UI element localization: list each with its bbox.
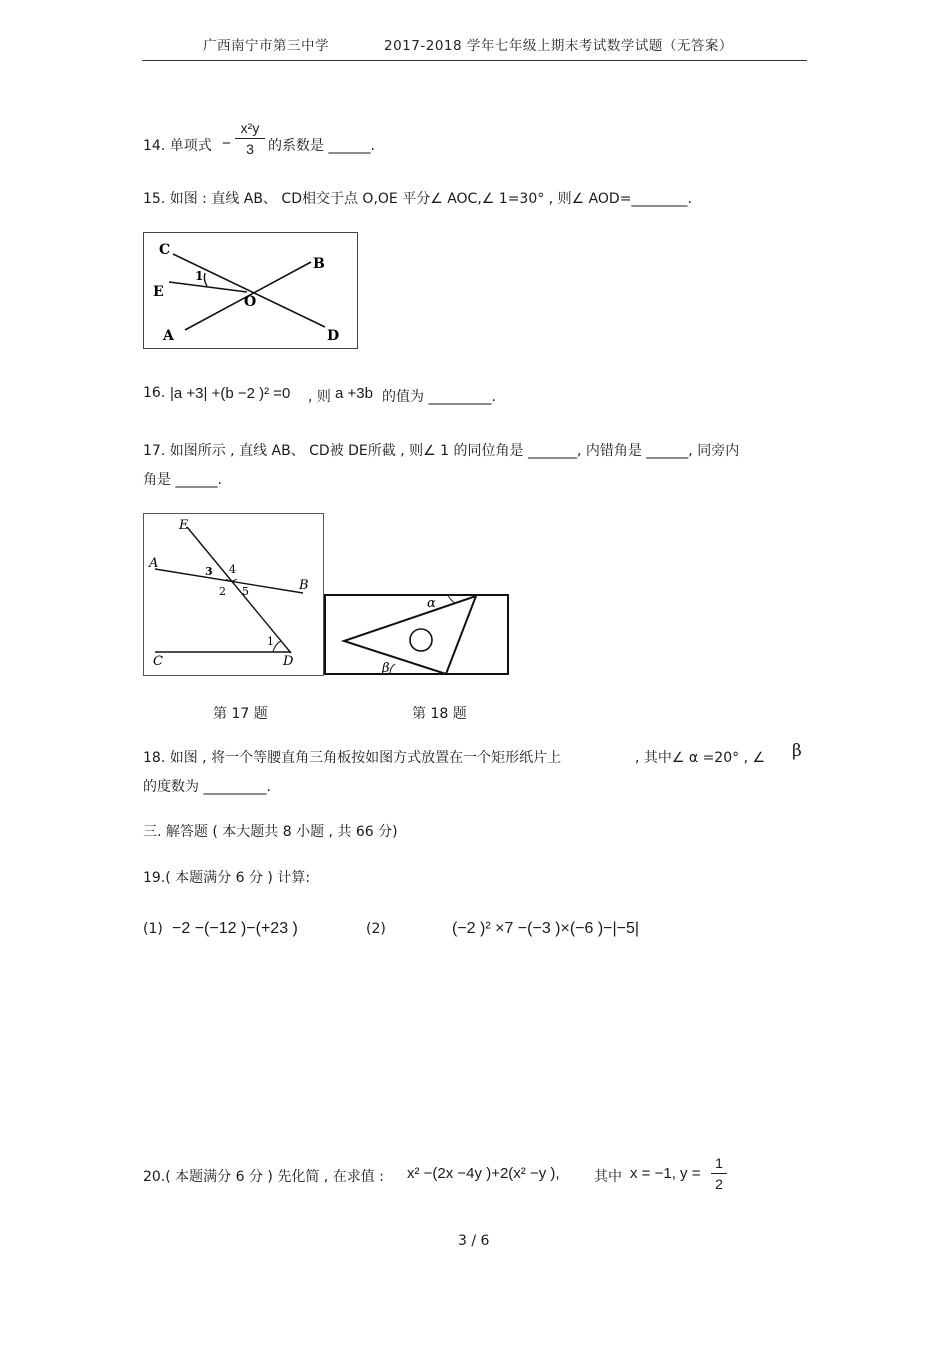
q20-mid: 其中 xyxy=(594,1169,622,1185)
label-2: 2 xyxy=(219,585,226,598)
label-b: B xyxy=(313,256,325,272)
caption-17: 第 17 题 xyxy=(213,706,268,722)
label-1: 1 xyxy=(267,635,274,648)
q16-expr: |a +3| +(b −2 )² =0 xyxy=(170,385,291,402)
q20-expr: x² −(2x −4y )+2(x² −y ), xyxy=(407,1165,560,1182)
q19-p2-label: (2) xyxy=(366,921,386,937)
q20-frac-den: 2 xyxy=(715,1176,723,1192)
header-school: 广西南宁市第三中学 xyxy=(203,38,329,54)
rectangle-paper xyxy=(325,595,508,674)
alpha-arc xyxy=(448,595,455,603)
header-rule xyxy=(142,60,807,61)
label-b: B xyxy=(299,578,309,593)
q18-line1b: , 其中∠ α =20° , ∠ xyxy=(635,750,766,766)
q20-frac-num: 1 xyxy=(715,1155,723,1171)
q16-mid: , 则 xyxy=(308,389,331,405)
q19-p1-label: (1) xyxy=(143,921,163,937)
figure-17-frame xyxy=(144,514,324,676)
label-4: 4 xyxy=(229,563,236,576)
label-alpha: α xyxy=(427,596,436,611)
label-5: 5 xyxy=(242,585,249,598)
line-de xyxy=(187,527,291,653)
q16-tail: 的值为 _________. xyxy=(382,389,496,405)
q14-tail: 的系数是 ______. xyxy=(268,138,375,154)
q15-text: 15. 如图 : 直线 AB、 CD相交于点 O,OE 平分∠ AOC,∠ 1=30° , 则∠ AOD=________. xyxy=(143,191,692,207)
header-title: 2017-2018 学年七年级上期末考试数学试题（无答案） xyxy=(384,38,733,54)
label-e: E xyxy=(179,518,189,533)
label-angle-1: 1 xyxy=(195,269,204,283)
triangle-ruler xyxy=(344,596,476,674)
q14-numerator: x²y xyxy=(240,120,260,136)
angle-1-arc xyxy=(204,273,207,286)
q14-denominator: 3 xyxy=(246,141,254,157)
q19-lead: 19.( 本题满分 6 分 ) 计算: xyxy=(143,870,311,886)
label-a: A xyxy=(149,556,159,571)
q14-minus: − xyxy=(222,135,231,152)
label-c: C xyxy=(159,242,171,258)
q17-line1: 17. 如图所示 , 直线 AB、 CD被 DE所截 , 则∠ 1 的同位角是 _______, 内错角是 ______, 同旁内 xyxy=(143,443,740,459)
q14-fraction-bar xyxy=(235,138,265,139)
q14-lead: 14. 单项式 xyxy=(143,138,212,154)
q16-lead: 16. xyxy=(143,385,166,401)
angle-1-arc xyxy=(273,641,281,652)
q20-lead: 20.( 本题满分 6 分 ) 先化简 , 在求值 : xyxy=(143,1169,384,1185)
line-cd xyxy=(173,254,325,327)
q16-expr2: a +3b xyxy=(335,385,373,402)
q19-p1-expr: −2 −(−12 )−(+23 ) xyxy=(172,920,298,937)
triangle-hole xyxy=(410,629,432,651)
label-a: A xyxy=(163,328,174,344)
figure-17 xyxy=(143,513,325,677)
figure-18 xyxy=(324,594,510,676)
label-e: E xyxy=(153,284,164,300)
q19-p2-expr: (−2 )² ×7 −(−3 )×(−6 )−|−5| xyxy=(452,920,640,937)
label-c: C xyxy=(153,654,163,669)
figure-15 xyxy=(143,232,359,350)
caption-18: 第 18 题 xyxy=(412,706,467,722)
label-d: D xyxy=(327,328,340,344)
beta-arc xyxy=(390,664,395,674)
label-3: 3 xyxy=(205,565,213,578)
q20-cond: x = −1, y = xyxy=(630,1165,701,1182)
q20-fraction xyxy=(711,1155,727,1192)
section-3-heading: 三. 解答题 ( 本大题共 8 小题 , 共 66 分) xyxy=(143,824,398,840)
q14-fraction xyxy=(235,120,265,157)
page-number: 3 / 6 xyxy=(458,1233,490,1249)
q18-line2: 的度数为 _________. xyxy=(143,779,271,795)
label-o: O xyxy=(244,294,257,310)
q18-beta: β xyxy=(792,741,802,761)
label-d: D xyxy=(283,654,294,669)
q17-line2: 角是 ______. xyxy=(143,472,222,488)
q20-frac-bar xyxy=(711,1173,727,1174)
label-beta: β xyxy=(382,661,390,676)
q18-line1a: 18. 如图 , 将一个等腰直角三角板按如图方式放置在一个矩形纸片上 xyxy=(143,750,562,766)
